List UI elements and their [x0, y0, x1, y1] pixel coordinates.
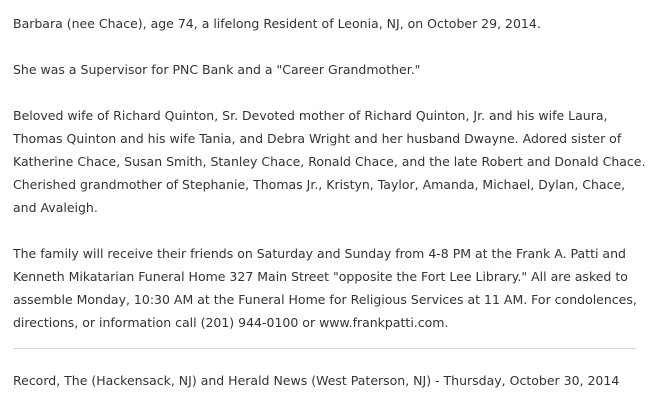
family-line: and Avaleigh.	[13, 200, 98, 215]
obituary-services	[13, 242, 637, 334]
section-divider	[13, 348, 636, 349]
family-line: Cherished grandmother of Stephanie, Thomas Jr., Kristyn, Taylor, Amanda, Michael, Dylan, Chace,	[13, 177, 626, 192]
obituary-occupation	[13, 58, 637, 81]
services-line: directions, or information call (201) 944-0100 or www.frankpatti.com.	[13, 315, 449, 330]
services-line: assemble Monday, 10:30 AM at the Funeral Home for Religious Services at 11 AM. For condolences,	[13, 292, 637, 307]
family-line: Beloved wife of Richard Quinton, Sr. Devoted mother of Richard Quinton, Jr. and his wife Laura,	[13, 108, 608, 123]
family-line: Thomas Quinton and his wife Tania, and Debra Wright and her husband Dwayne. Adored sister of	[13, 131, 622, 146]
obituary-intro	[13, 12, 637, 35]
publication-source: Record, The (Hackensack, NJ) and Herald News (West Paterson, NJ) - Thursday, October 30, 2014	[13, 373, 620, 388]
family-line: Katherine Chace, Susan Smith, Stanley Chace, Ronald Chace, and the late Robert and Donald Chace.	[13, 154, 646, 169]
obituary-family	[13, 104, 646, 219]
services-line: The family will receive their friends on Saturday and Sunday from 4-8 PM at the Frank A. Patti and	[13, 246, 626, 261]
occupation-text: She was a Supervisor for PNC Bank and a "Career Grandmother."	[13, 62, 421, 77]
services-line: Kenneth Mikatarian Funeral Home 327 Main Street "opposite the Fort Lee Library." All are asked to	[13, 269, 628, 284]
intro-text: Barbara (nee Chace), age 74, a lifelong Resident of Leonia, NJ, on October 29, 2014.	[13, 16, 541, 31]
